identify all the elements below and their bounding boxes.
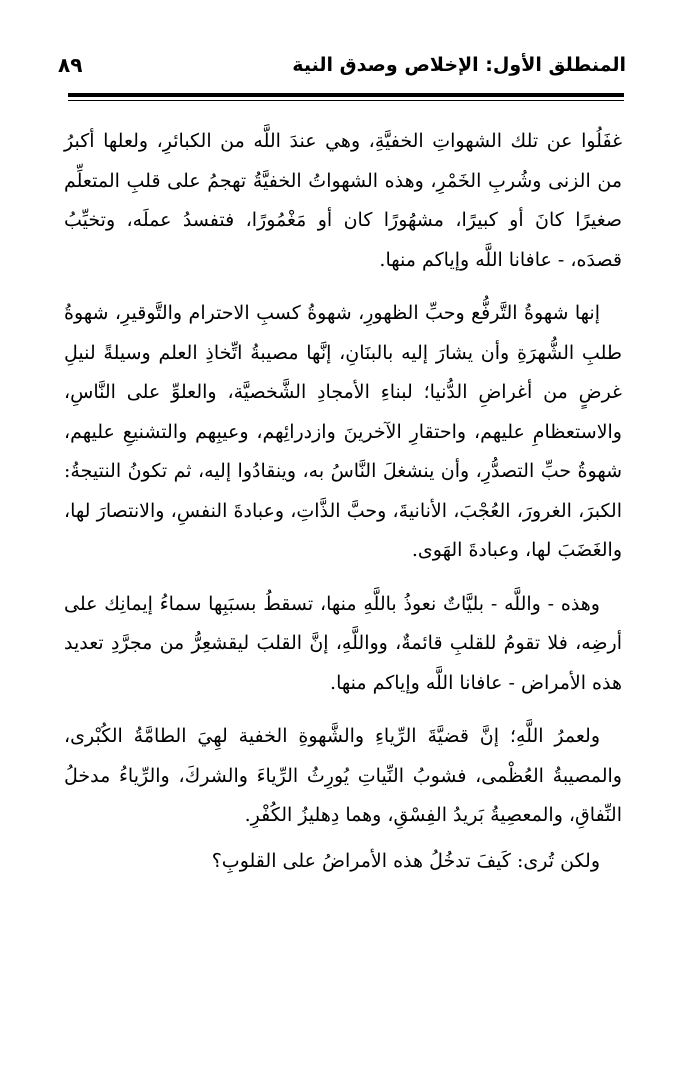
paragraph-1: غفَلُوا عن تلك الشهواتِ الخفيَّةِ، وهي عندَ اللَّه من الكبائرِ، ولعلها أكبرُ من الزنى وشُربِ الخَمْرِ، وهذه الشهواتُ الخفيَّةُ تهجمُ على قلبِ المتعلِّم صغيرًا كانَ أو كبيرًا، مشهُورًا كان أو مَغْمُورًا، فتفسدُ عملَه، وتخيِّبُ قصدَه، - عافانا اللَّه وإياكم منها.: [64, 130, 622, 271]
running-head: المنطلق الأول: الإخلاص وصدق النية: [292, 54, 626, 76]
paragraph-2: إنها شهوةُ التَّرفُّع وحبِّ الظهورِ، شهوةُ كسبِ الاحترام والتَّوقيرِ، شهوةُ طلبِ الشُّهرَةِ وأن يشارَ إليه بالبنَانِ، إنَّها مصيبةُ اتِّخاذِ العلم وسيلةً لنيلِ غرضٍ من أغراضِ الدُّنيا؛ لبناءِ الأمجادِ الشَّخصيَّة، والعلوِّ على النَّاسِ، والاستعظامِ عليهم، واحتقارِ الآخرينَ وازدرائِهم، وعيبِهم والتشنيعِ عليهم، شهوةُ حبِّ التصدُّرِ، وأن ينشغلَ النَّاسُ به، وينقادُوا إليه، ثم تكونُ النتيجةُ: الكبرَ، الغرورَ، العُجْبَ، الأنانيةَ، وحبَّ الذَّاتِ، وعبادةَ النفسِ، والانتصارَ لها، والغَضَبَ لها، وعبادةَ الهَوى.: [64, 302, 622, 561]
page-header: [58, 52, 626, 82]
header-rule-thin: [68, 100, 624, 101]
paragraph-4: ولعمرُ اللَّهِ؛ إنَّ قضيَّةَ الرِّياءِ والشَّهوةِ الخفية لهِيَ الطامَّةُ الكُبْرى، والمصيبةُ العُظْمى، فشوبُ النِّياتِ يُورِثُ الرِّياءَ والشركَ، والرِّياءُ مدخلُ النِّفاقِ، والمعصِيةُ بَريدُ الفِسْقِ، وهما دِهليزُ الكُفْرِ.: [64, 725, 622, 826]
header-rule-thick: [68, 93, 624, 97]
paragraph-5: ولكن تُرى: كَيفَ تدخُلُ هذه الأمراضُ على القلوبِ؟: [211, 849, 600, 872]
page-number: ٨٩: [58, 53, 83, 77]
body-text: [64, 122, 622, 881]
paragraph-3: وهذه - واللَّه - بليَّاتٌ نعوذُ باللَّهِ منها، تسقطُ بسبَبِها سماءُ إيمانِك على أرضِه، فلا تقومُ للقلبِ قائمةٌ، وواللَّهِ، إنَّ القلبَ ليقشعِرُّ من مجرَّدِ تعديد هذه الأمراض - عافانا اللَّه وإياكم منها.: [64, 592, 622, 694]
